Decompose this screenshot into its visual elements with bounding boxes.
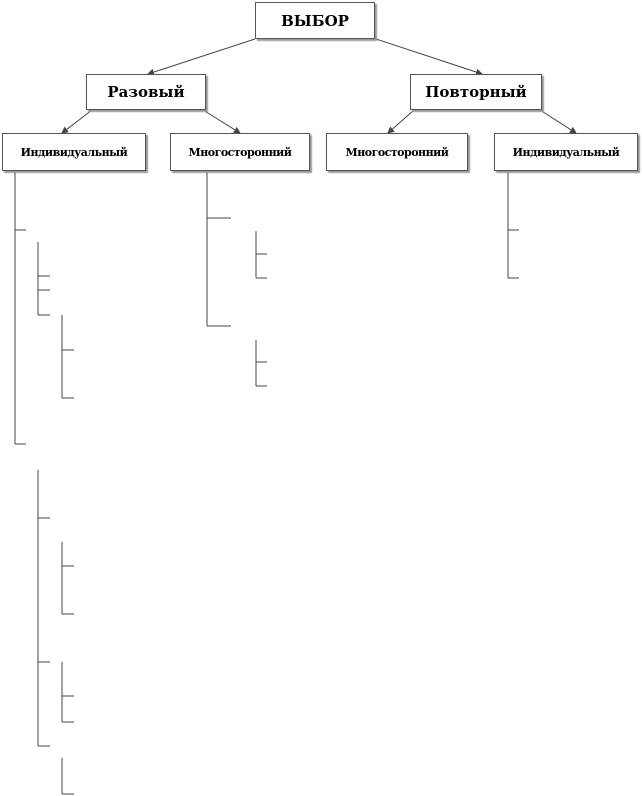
middle-bracket-tree [207,172,267,386]
node-povtorny-individualny [494,133,638,171]
node-razovy-individualny [2,133,146,171]
node-povtorny-mnogostoronny [326,133,468,171]
right-bracket-tree [508,172,519,278]
edge-razovy-individ [62,110,92,133]
node-razovy-mnogostoronny-label: Многосторонний [188,145,292,159]
edge-razovy-mnogo [203,110,240,133]
root-node [255,2,375,39]
edge-root-razovy [148,39,255,74]
node-povtorny-individualny-label: Индивидуальный [512,145,620,159]
node-razovy-individualny-label: Индивидуальный [20,145,128,159]
root-node-label: ВЫБОР [281,11,349,30]
node-povtorny-label: Повторный [425,83,527,101]
left-bracket-tree [15,172,74,794]
edge-root-povtorny [376,39,482,74]
edge-povtorny-individ [540,110,576,133]
node-razovy-mnogostoronny [170,133,310,171]
node-povtorny [410,74,542,110]
edge-povtorny-mnogo [388,110,414,133]
node-razovy-label: Разовый [107,83,185,101]
node-razovy [86,74,206,110]
node-povtorny-mnogostoronny-label: Многосторонний [345,145,449,159]
